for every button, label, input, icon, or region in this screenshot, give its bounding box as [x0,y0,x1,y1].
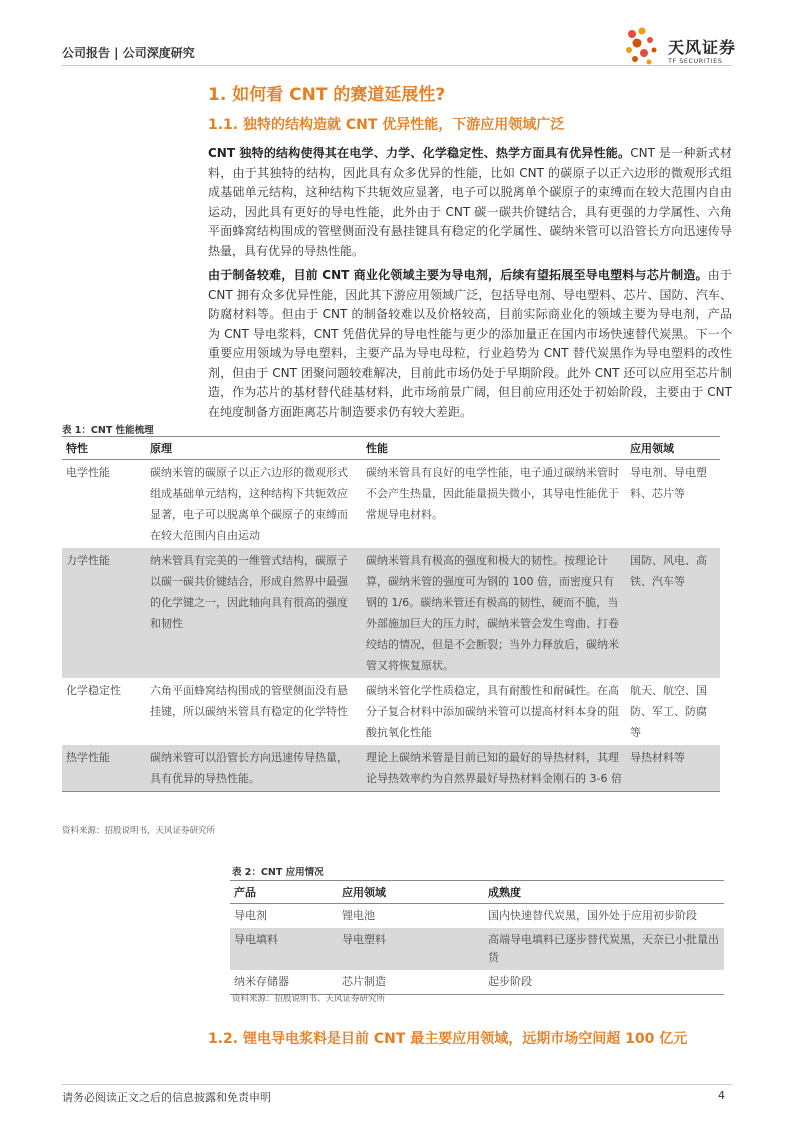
table-row [62,548,720,678]
table-cell: 高端导电填料已逐步替代炭黑，天奈已小批量出货 [484,928,724,970]
paragraph-1-lead: CNT 独特的结构使得其在电学、力学、化学稳定性、热学方面具有优异性能。 [208,146,631,160]
table-2 [230,880,724,995]
table-2-header: 成熟度 [484,881,724,904]
paragraph-2 [208,266,732,422]
table-cell: 碳纳米管的碳原子以正六边形的微观形式组成基础单元结构，这种结构下共轭效应显著，电子可以脱离单个碳原子的束缚而在较大范围内自由运动 [150,466,348,542]
table-1 [62,436,720,792]
table-cell: 碳纳米管化学性质稳定，具有耐酸性和耐碱性。在高分子复合材料中添加碳纳米管可以提高材料本身的阻酸抗氧化性能 [366,684,619,739]
table-cell: 碳纳米管可以沿管长方向迅速传导热量，具有优异的导热性能。 [146,745,362,792]
table-1-header: 原理 [146,437,362,460]
table-cell: 航天、航空、国防、军工、防腐等 [630,684,707,739]
table-cell: 力学性能 [62,548,146,678]
table-2-header: 应用领域 [338,881,484,904]
table-cell: 碳纳米管具有良好的电学性能，电子通过碳纳米管时不会产生热量，因此能量损失微小，其导电性能优于常规导电材料。 [366,466,619,521]
table-cell: 导电剂、导电塑料、芯片等 [630,466,707,500]
table-cell: 纳米管具有完美的一维管式结构，碳原子以碳一碳共价键结合，形成自然界中最强的化学键之一，因此轴向具有很高的强度和韧性 [146,548,362,678]
table-cell: 导热材料等 [626,745,720,792]
table-cell: 化学稳定性 [66,684,121,697]
table-row [62,745,720,792]
paragraph-1-body: CNT 是一种新式材料，由于其独特的结构，因此具有众多优异的性能，比如 CNT 的碳原子以正六边形的微观形式组成基础单元结构，这种结构下共轭效应显著，电子可以脱离单个碳原子的束缚而在较大范围内自由运动，因此具有更好的导电性能，此外由于 CNT 碳一碳共价键结合，具有更强的力学属性、六角平面蜂窝结构围成的管壁侧面没有悬挂键具有稳定的化学属性、碳纳米管可以沿管长方向迅速传导热量，具有优异的导热性能。 [208,146,732,258]
footer-disclaimer: 请务必阅读正文之后的信息披露和免责申明 [62,1091,271,1104]
section-1-1-title: 1.1. 独特的结构造就 CNT 优异性能，下游应用领域广泛 [208,117,565,133]
table-cell: 理论上碳纳米管是目前已知的最好的导热材料，其理论导热效率约为自然界最好导热材料金刚石的 3-6 倍 [362,745,626,792]
table-row [62,460,720,549]
header-report-type: 公司报告 | 公司深度研究 [62,46,195,60]
page-number: 4 [718,1089,725,1102]
table-cell: 起步阶段 [484,970,724,995]
table-cell: 芯片制造 [338,970,484,995]
header-divider [62,65,732,66]
table-cell: 六角平面蜂窝结构围成的管壁侧面没有悬挂键，所以碳纳米管具有稳定的化学特性 [150,684,348,718]
table-1-header: 性能 [362,437,626,460]
table-row [62,678,720,745]
table-2-header: 产品 [230,881,338,904]
table-cell: 导电塑料 [338,928,484,970]
table-row [230,970,724,995]
table-cell: 碳纳米管具有极高的强度和极大的韧性。按理论计算，碳纳米管的强度可为钢的 100 倍，而密度只有钢的 1/6。碳纳米管还有极高的韧性，硬而不脆，当外部施加巨大的压力时，碳纳米管会发生弯曲、打卷绞结的情况，但是不会断裂；当外力释放后，碳纳米管又将恢复原状。 [362,548,626,678]
table-cell: 导电剂 [234,909,267,922]
table-2-caption: 表 2：CNT 应用情况 [232,867,324,878]
logo-subtext: TF SECURITIES [668,57,723,65]
table-cell: 锂电池 [342,909,375,922]
paragraph-2-lead: 由于制备较难，目前 CNT 商业化领域主要为导电剂，后续有望拓展至导电塑料与芯片制造。 [208,268,708,282]
table-cell: 电学性能 [66,466,110,479]
table-cell: 纳米存储器 [230,970,338,995]
paragraph-2-body: 由于 CNT 拥有众多优异性能，因此其下游应用领域广泛，包括导电剂、导电塑料、芯片、国防、汽车、防腐材料等。但由于 CNT 的制备较难以及价格较高，目前实际商业化的领域主要为导电剂，产品为 CNT 导电浆料，CNT 凭借优异的导电性能与更少的添加量正在国内市场快速替代炭黑。下一个重要应用领域为导电塑料，主要产品为导电母粒，行业趋势为 CNT 替代炭黑作为导电塑料的改性剂，但由于 CNT 团聚问题较难解决，目前此市场仍处于早期阶段。此外 CNT 还可以应用至芯片制造，作为芯片的基材替代硅基材料，此市场前景广阔，但目前应用还处于初始阶段，主要由于 CNT 在纯度制备方面距离芯片制造要求仍有较大差距。 [208,268,732,419]
table-cell: 国内快速替代炭黑，国外处于应用初步阶段 [488,909,697,922]
table-1-caption: 表 1：CNT 性能梳理 [62,425,154,436]
table-2-source: 资料来源：招股说明书、天风证券研究所 [232,994,386,1004]
table-row [230,904,724,929]
section-1-2-title: 1.2. 锂电导电浆料是目前 CNT 最主要应用领域，远期市场空间超 100 亿元 [208,1031,688,1047]
table-1-source: 资料来源：招股说明书，天风证券研究所 [62,826,216,836]
table-cell: 国防、风电、高铁、汽车等 [626,548,720,678]
table-1-header: 应用领域 [626,437,720,460]
table-1-header: 特性 [62,437,146,460]
table-row [230,928,724,970]
logo-text: 天风证券 [668,38,737,57]
table-cell: 热学性能 [62,745,146,792]
table-cell: 导电填料 [230,928,338,970]
section-1-title: 1. 如何看 CNT 的赛道延展性? [208,85,446,105]
footer-divider [62,1084,732,1085]
paragraph-1 [208,144,732,261]
